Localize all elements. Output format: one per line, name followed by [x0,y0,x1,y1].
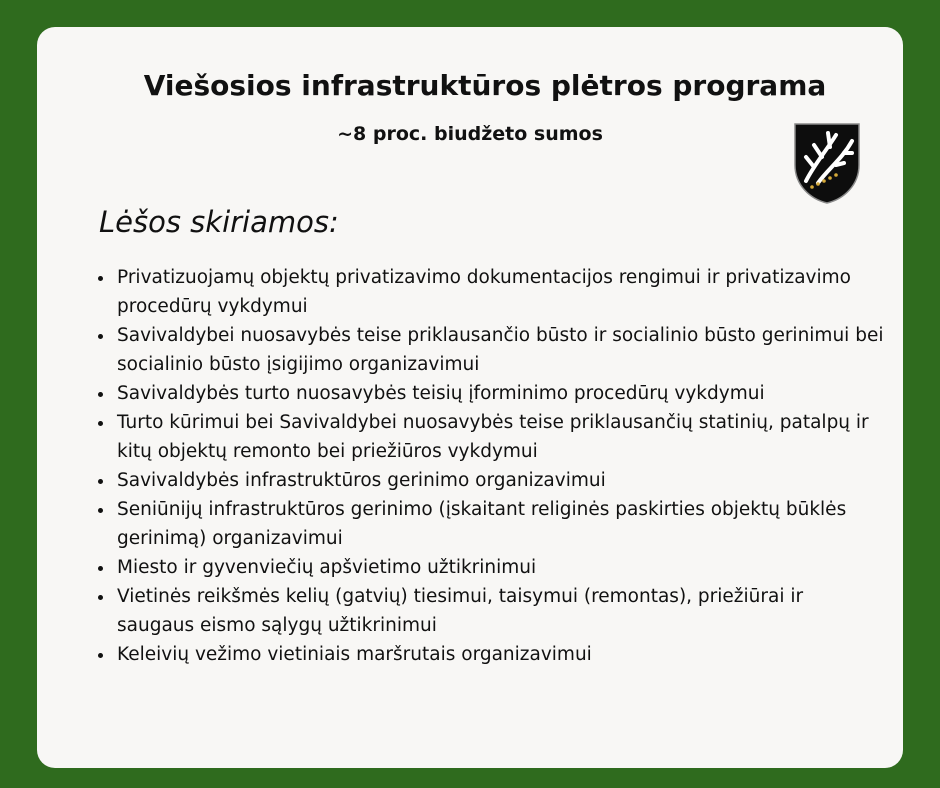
list-item: • Savivaldybės infrastruktūros gerinimo organizavimui [115,466,885,495]
list-item: • Seniūnijų infrastruktūros gerinimo (įskaitant religinės paskirties objektų būklės gerinimą) organizavimui [115,495,885,553]
content-card [37,27,903,768]
list-item: • Turto kūrimui bei Savivaldybei nuosavybės teise priklausančių statinių, patalpų ir kitų objektų remonto bei priežiūros vykdymui [115,408,885,466]
list-item: • Savivaldybei nuosavybės teise priklausančio būsto ir socialinio būsto gerinimui bei socialinio būsto įsigijimo organizavimui [115,321,885,379]
list-item: • Savivaldybės turto nuosavybės teisių įforminimo procedūrų vykdymui [115,379,885,408]
allocation-list [97,263,885,669]
list-item: • Privatizuojamų objektų privatizavimo dokumentacijos rengimui ir privatizavimo procedūrų vykdymui [115,263,885,321]
page-title: Viešosios infrastruktūros plėtros programa [143,69,827,102]
list-item: • Keleivių vežimo vietiniais maršrutais organizavimui [115,640,885,669]
page-subtitle: ~8 proc. biudžeto sumos [337,123,603,145]
list-item: • Vietinės reikšmės kelių (gatvių) tiesimui, taisymui (remontas), priežiūrai ir saugaus eismo sąlygų užtikrinimui [115,582,885,640]
section-heading: Lėšos skiriamos: [99,205,339,239]
list-item: • Miesto ir gyvenviečių apšvietimo užtikrinimui [115,553,885,582]
antler-coat-of-arms-icon [792,121,862,205]
